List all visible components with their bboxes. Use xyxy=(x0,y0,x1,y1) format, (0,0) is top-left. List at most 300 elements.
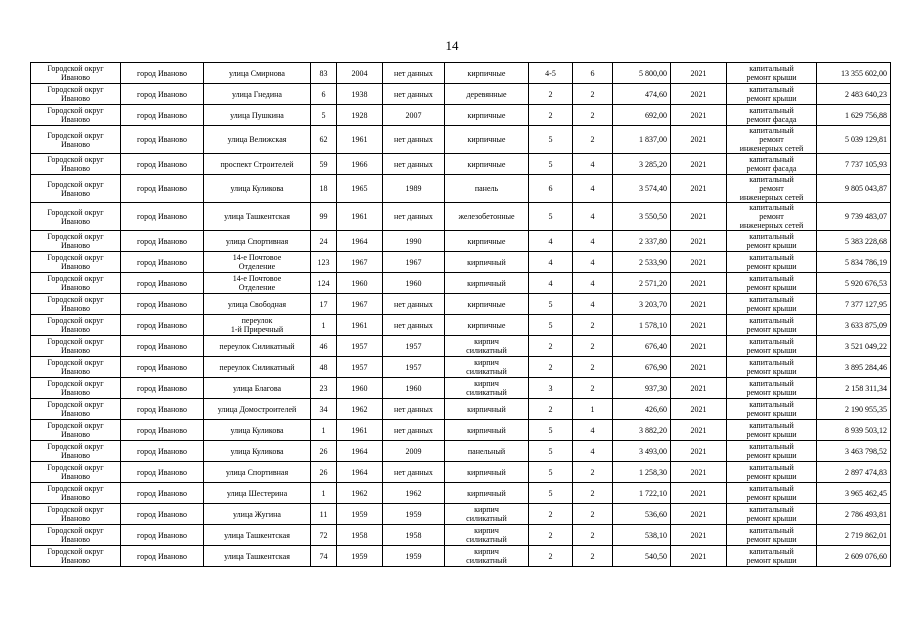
cell-entrances: 2 xyxy=(573,84,613,105)
table-row xyxy=(31,378,891,399)
cell-street: улица Гнедина xyxy=(204,84,311,105)
cell-repair-type: капитальный ремонт крыши xyxy=(727,294,817,315)
cell-repair-type: капитальный ремонт фасада xyxy=(727,105,817,126)
cell-wall-material: кирпичные xyxy=(445,105,529,126)
cell-repair-type: капитальный ремонт крыши xyxy=(727,441,817,462)
cell-floors: 5 xyxy=(529,154,573,175)
cell-floors: 5 xyxy=(529,462,573,483)
cell-wall-material: кирпичный xyxy=(445,273,529,294)
cell-repair-type: капитальный ремонт инженерных сетей xyxy=(727,175,817,203)
cell-area: 3 550,50 xyxy=(613,203,671,231)
cell-area: 2 533,90 xyxy=(613,252,671,273)
cell-cost: 7 377 127,95 xyxy=(817,294,891,315)
cell-repair-type: капитальный ремонт крыши xyxy=(727,273,817,294)
cell-street: улица Пушкина xyxy=(204,105,311,126)
cell-settlement: город Иваново xyxy=(121,441,204,462)
cell-area: 5 800,00 xyxy=(613,63,671,84)
cell-area: 1 722,10 xyxy=(613,483,671,504)
cell-entrances: 2 xyxy=(573,105,613,126)
cell-settlement: город Иваново xyxy=(121,378,204,399)
cell-year-built: 1966 xyxy=(337,154,383,175)
cell-house-number: 99 xyxy=(311,203,337,231)
cell-cost: 7 737 105,93 xyxy=(817,154,891,175)
cell-street: улица Велижская xyxy=(204,126,311,154)
cell-cost: 2 190 955,35 xyxy=(817,399,891,420)
cell-wall-material: кирпич силикатный xyxy=(445,504,529,525)
cell-year-planned: 2021 xyxy=(671,357,727,378)
cell-house-number: 124 xyxy=(311,273,337,294)
cell-street: переулок Силикатный xyxy=(204,336,311,357)
cell-year-planned: 2021 xyxy=(671,378,727,399)
cell-street: переулок 1-й Приречный xyxy=(204,315,311,336)
table-row xyxy=(31,294,891,315)
cell-wall-material: кирпичный xyxy=(445,483,529,504)
cell-street: 14-е Почтовое Отделение xyxy=(204,252,311,273)
cell-entrances: 4 xyxy=(573,441,613,462)
cell-area: 1 578,10 xyxy=(613,315,671,336)
cell-repair-type: капитальный ремонт крыши xyxy=(727,546,817,567)
cell-repair-type: капитальный ремонт крыши xyxy=(727,252,817,273)
cell-house-number: 11 xyxy=(311,504,337,525)
cell-floors: 5 xyxy=(529,203,573,231)
cell-year-planned: 2021 xyxy=(671,420,727,441)
cell-year-built: 1957 xyxy=(337,336,383,357)
cell-house-number: 24 xyxy=(311,231,337,252)
cell-house-number: 17 xyxy=(311,294,337,315)
table-row xyxy=(31,483,891,504)
page-number: 14 xyxy=(445,38,459,53)
table-row xyxy=(31,441,891,462)
cell-wall-material: кирпич силикатный xyxy=(445,336,529,357)
cell-house-number: 74 xyxy=(311,546,337,567)
cell-entrances: 2 xyxy=(573,546,613,567)
cell-year-renovated: нет данных xyxy=(383,63,445,84)
cell-area: 2 337,80 xyxy=(613,231,671,252)
cell-cost: 5 834 786,19 xyxy=(817,252,891,273)
cell-settlement: город Иваново xyxy=(121,336,204,357)
cell-settlement: город Иваново xyxy=(121,231,204,252)
cell-settlement: город Иваново xyxy=(121,294,204,315)
cell-settlement: город Иваново xyxy=(121,357,204,378)
cell-municipality: Городской округ Иваново xyxy=(31,105,121,126)
cell-municipality: Городской округ Иваново xyxy=(31,231,121,252)
cell-house-number: 123 xyxy=(311,252,337,273)
cell-entrances: 4 xyxy=(573,252,613,273)
table-row xyxy=(31,273,891,294)
table-row xyxy=(31,525,891,546)
cell-house-number: 59 xyxy=(311,154,337,175)
cell-floors: 5 xyxy=(529,294,573,315)
cell-year-planned: 2021 xyxy=(671,154,727,175)
table-row xyxy=(31,84,891,105)
cell-wall-material: кирпичный xyxy=(445,420,529,441)
cell-house-number: 46 xyxy=(311,336,337,357)
cell-municipality: Городской округ Иваново xyxy=(31,126,121,154)
cell-floors: 5 xyxy=(529,441,573,462)
housing-repair-table xyxy=(30,62,891,567)
cell-wall-material: кирпичные xyxy=(445,154,529,175)
cell-municipality: Городской округ Иваново xyxy=(31,336,121,357)
cell-year-planned: 2021 xyxy=(671,294,727,315)
cell-municipality: Городской округ Иваново xyxy=(31,175,121,203)
cell-area: 1 258,30 xyxy=(613,462,671,483)
cell-entrances: 4 xyxy=(573,231,613,252)
cell-repair-type: капитальный ремонт крыши xyxy=(727,231,817,252)
cell-repair-type: капитальный ремонт крыши xyxy=(727,84,817,105)
cell-repair-type: капитальный ремонт крыши xyxy=(727,336,817,357)
cell-entrances: 2 xyxy=(573,336,613,357)
cell-repair-type: капитальный ремонт крыши xyxy=(727,315,817,336)
cell-street: улица Ташкентская xyxy=(204,546,311,567)
cell-year-renovated: нет данных xyxy=(383,294,445,315)
table-row xyxy=(31,546,891,567)
table-row xyxy=(31,357,891,378)
cell-cost: 2 719 862,01 xyxy=(817,525,891,546)
cell-year-renovated: нет данных xyxy=(383,462,445,483)
cell-cost: 1 629 756,88 xyxy=(817,105,891,126)
cell-street: проспект Строителей xyxy=(204,154,311,175)
cell-year-planned: 2021 xyxy=(671,441,727,462)
cell-year-renovated: 1989 xyxy=(383,175,445,203)
cell-municipality: Городской округ Иваново xyxy=(31,378,121,399)
cell-settlement: город Иваново xyxy=(121,546,204,567)
cell-entrances: 4 xyxy=(573,175,613,203)
cell-floors: 5 xyxy=(529,483,573,504)
cell-cost: 5 383 228,68 xyxy=(817,231,891,252)
cell-municipality: Городской округ Иваново xyxy=(31,252,121,273)
cell-repair-type: капитальный ремонт фасада xyxy=(727,154,817,175)
cell-floors: 4 xyxy=(529,273,573,294)
cell-area: 676,90 xyxy=(613,357,671,378)
cell-cost: 3 521 049,22 xyxy=(817,336,891,357)
cell-year-renovated: нет данных xyxy=(383,315,445,336)
cell-year-renovated: нет данных xyxy=(383,420,445,441)
cell-year-planned: 2021 xyxy=(671,525,727,546)
cell-cost: 2 158 311,34 xyxy=(817,378,891,399)
cell-year-built: 1961 xyxy=(337,315,383,336)
table-row xyxy=(31,336,891,357)
cell-municipality: Городской округ Иваново xyxy=(31,462,121,483)
cell-municipality: Городской округ Иваново xyxy=(31,315,121,336)
cell-repair-type: капитальный ремонт крыши xyxy=(727,504,817,525)
cell-floors: 5 xyxy=(529,420,573,441)
cell-municipality: Городской округ Иваново xyxy=(31,504,121,525)
cell-house-number: 83 xyxy=(311,63,337,84)
cell-house-number: 26 xyxy=(311,462,337,483)
cell-year-built: 1964 xyxy=(337,231,383,252)
cell-street: улица Жугина xyxy=(204,504,311,525)
table-body xyxy=(31,63,891,567)
cell-year-built: 1928 xyxy=(337,105,383,126)
cell-area: 538,10 xyxy=(613,525,671,546)
cell-house-number: 34 xyxy=(311,399,337,420)
cell-year-renovated: 2007 xyxy=(383,105,445,126)
cell-settlement: город Иваново xyxy=(121,154,204,175)
cell-cost: 5 920 676,53 xyxy=(817,273,891,294)
cell-house-number: 26 xyxy=(311,441,337,462)
cell-floors: 2 xyxy=(529,357,573,378)
cell-cost: 3 895 284,46 xyxy=(817,357,891,378)
cell-year-built: 1962 xyxy=(337,483,383,504)
cell-settlement: город Иваново xyxy=(121,273,204,294)
cell-year-built: 1967 xyxy=(337,294,383,315)
cell-wall-material: панель xyxy=(445,175,529,203)
cell-entrances: 2 xyxy=(573,378,613,399)
cell-street: улица Куликова xyxy=(204,441,311,462)
cell-settlement: город Иваново xyxy=(121,252,204,273)
cell-entrances: 2 xyxy=(573,462,613,483)
cell-house-number: 72 xyxy=(311,525,337,546)
cell-wall-material: кирпичные xyxy=(445,63,529,84)
cell-year-renovated: 1958 xyxy=(383,525,445,546)
table-row xyxy=(31,231,891,252)
cell-street: улица Благова xyxy=(204,378,311,399)
cell-cost: 5 039 129,81 xyxy=(817,126,891,154)
cell-wall-material: кирпич силикатный xyxy=(445,525,529,546)
cell-floors: 4-5 xyxy=(529,63,573,84)
cell-wall-material: панельный xyxy=(445,441,529,462)
cell-municipality: Городской округ Иваново xyxy=(31,399,121,420)
cell-area: 426,60 xyxy=(613,399,671,420)
cell-floors: 2 xyxy=(529,525,573,546)
cell-municipality: Городской округ Иваново xyxy=(31,203,121,231)
table-row xyxy=(31,154,891,175)
cell-wall-material: кирпичные xyxy=(445,231,529,252)
cell-municipality: Городской округ Иваново xyxy=(31,441,121,462)
cell-year-renovated: 1957 xyxy=(383,357,445,378)
cell-year-planned: 2021 xyxy=(671,273,727,294)
cell-year-renovated: 1962 xyxy=(383,483,445,504)
cell-area: 3 493,00 xyxy=(613,441,671,462)
cell-entrances: 2 xyxy=(573,525,613,546)
cell-area: 3 574,40 xyxy=(613,175,671,203)
cell-municipality: Городской округ Иваново xyxy=(31,273,121,294)
cell-repair-type: капитальный ремонт крыши xyxy=(727,357,817,378)
cell-entrances: 2 xyxy=(573,126,613,154)
cell-wall-material: деревянные xyxy=(445,84,529,105)
cell-house-number: 1 xyxy=(311,420,337,441)
cell-street: улица Домостроителей xyxy=(204,399,311,420)
cell-settlement: город Иваново xyxy=(121,483,204,504)
cell-floors: 2 xyxy=(529,399,573,420)
cell-year-renovated: 1957 xyxy=(383,336,445,357)
cell-cost: 9 739 483,07 xyxy=(817,203,891,231)
cell-cost: 2 609 076,60 xyxy=(817,546,891,567)
table-row xyxy=(31,462,891,483)
cell-street: 14-е Почтовое Отделение xyxy=(204,273,311,294)
cell-settlement: город Иваново xyxy=(121,462,204,483)
cell-year-renovated: нет данных xyxy=(383,203,445,231)
cell-cost: 8 939 503,12 xyxy=(817,420,891,441)
table-row xyxy=(31,315,891,336)
cell-year-planned: 2021 xyxy=(671,315,727,336)
cell-year-renovated: нет данных xyxy=(383,84,445,105)
cell-wall-material: кирпичные xyxy=(445,315,529,336)
cell-street: улица Смирнова xyxy=(204,63,311,84)
cell-entrances: 2 xyxy=(573,504,613,525)
cell-year-planned: 2021 xyxy=(671,63,727,84)
cell-year-planned: 2021 xyxy=(671,252,727,273)
cell-area: 692,00 xyxy=(613,105,671,126)
cell-area: 3 203,70 xyxy=(613,294,671,315)
cell-entrances: 4 xyxy=(573,294,613,315)
cell-repair-type: капитальный ремонт крыши xyxy=(727,378,817,399)
cell-house-number: 48 xyxy=(311,357,337,378)
cell-entrances: 1 xyxy=(573,399,613,420)
table-row xyxy=(31,504,891,525)
cell-year-renovated: 1960 xyxy=(383,378,445,399)
cell-house-number: 18 xyxy=(311,175,337,203)
cell-year-renovated: нет данных xyxy=(383,399,445,420)
cell-wall-material: кирпичный xyxy=(445,399,529,420)
table-row xyxy=(31,252,891,273)
cell-street: переулок Силикатный xyxy=(204,357,311,378)
cell-year-built: 1967 xyxy=(337,252,383,273)
cell-municipality: Городской округ Иваново xyxy=(31,420,121,441)
cell-settlement: город Иваново xyxy=(121,126,204,154)
cell-municipality: Городской округ Иваново xyxy=(31,154,121,175)
cell-wall-material: кирпичные xyxy=(445,126,529,154)
cell-repair-type: капитальный ремонт крыши xyxy=(727,63,817,84)
cell-wall-material: кирпичный xyxy=(445,462,529,483)
cell-year-built: 1960 xyxy=(337,378,383,399)
cell-year-planned: 2021 xyxy=(671,105,727,126)
cell-year-planned: 2021 xyxy=(671,336,727,357)
cell-year-planned: 2021 xyxy=(671,546,727,567)
cell-area: 540,50 xyxy=(613,546,671,567)
cell-area: 1 837,00 xyxy=(613,126,671,154)
cell-floors: 2 xyxy=(529,504,573,525)
cell-settlement: город Иваново xyxy=(121,84,204,105)
cell-street: улица Куликова xyxy=(204,420,311,441)
cell-repair-type: капитальный ремонт крыши xyxy=(727,483,817,504)
table-row xyxy=(31,105,891,126)
cell-cost: 3 633 875,09 xyxy=(817,315,891,336)
cell-year-renovated: нет данных xyxy=(383,154,445,175)
cell-municipality: Городской округ Иваново xyxy=(31,525,121,546)
cell-municipality: Городской округ Иваново xyxy=(31,84,121,105)
cell-area: 3 882,20 xyxy=(613,420,671,441)
cell-street: улица Спортивная xyxy=(204,231,311,252)
cell-street: улица Куликова xyxy=(204,175,311,203)
cell-settlement: город Иваново xyxy=(121,175,204,203)
cell-house-number: 1 xyxy=(311,315,337,336)
cell-area: 937,30 xyxy=(613,378,671,399)
table-row xyxy=(31,126,891,154)
cell-year-built: 1957 xyxy=(337,357,383,378)
cell-area: 474,60 xyxy=(613,84,671,105)
cell-house-number: 5 xyxy=(311,105,337,126)
cell-area: 536,60 xyxy=(613,504,671,525)
cell-year-planned: 2021 xyxy=(671,203,727,231)
cell-settlement: город Иваново xyxy=(121,504,204,525)
cell-year-renovated: 1990 xyxy=(383,231,445,252)
cell-entrances: 2 xyxy=(573,483,613,504)
table-row xyxy=(31,420,891,441)
cell-repair-type: капитальный ремонт крыши xyxy=(727,525,817,546)
cell-cost: 2 786 493,81 xyxy=(817,504,891,525)
cell-year-built: 1961 xyxy=(337,203,383,231)
cell-cost: 13 355 602,00 xyxy=(817,63,891,84)
cell-entrances: 4 xyxy=(573,203,613,231)
cell-floors: 4 xyxy=(529,252,573,273)
cell-municipality: Городской округ Иваново xyxy=(31,483,121,504)
cell-street: улица Ташкентская xyxy=(204,525,311,546)
cell-municipality: Городской округ Иваново xyxy=(31,546,121,567)
cell-year-built: 2004 xyxy=(337,63,383,84)
cell-municipality: Городской округ Иваново xyxy=(31,294,121,315)
cell-floors: 6 xyxy=(529,175,573,203)
cell-year-built: 1965 xyxy=(337,175,383,203)
cell-cost: 2 897 474,83 xyxy=(817,462,891,483)
cell-entrances: 4 xyxy=(573,420,613,441)
cell-year-planned: 2021 xyxy=(671,483,727,504)
cell-year-renovated: 1959 xyxy=(383,504,445,525)
cell-house-number: 6 xyxy=(311,84,337,105)
table-row xyxy=(31,203,891,231)
cell-year-planned: 2021 xyxy=(671,84,727,105)
cell-year-renovated: 2009 xyxy=(383,441,445,462)
cell-wall-material: кирпич силикатный xyxy=(445,378,529,399)
cell-floors: 4 xyxy=(529,231,573,252)
cell-year-built: 1964 xyxy=(337,462,383,483)
cell-year-planned: 2021 xyxy=(671,231,727,252)
cell-wall-material: кирпичные xyxy=(445,294,529,315)
cell-year-built: 1960 xyxy=(337,273,383,294)
cell-street: улица Шестерина xyxy=(204,483,311,504)
cell-street: улица Свободная xyxy=(204,294,311,315)
cell-repair-type: капитальный ремонт крыши xyxy=(727,420,817,441)
cell-settlement: город Иваново xyxy=(121,399,204,420)
cell-year-built: 1964 xyxy=(337,441,383,462)
cell-year-built: 1962 xyxy=(337,399,383,420)
cell-cost: 3 965 462,45 xyxy=(817,483,891,504)
cell-entrances: 6 xyxy=(573,63,613,84)
cell-entrances: 2 xyxy=(573,315,613,336)
cell-year-built: 1961 xyxy=(337,126,383,154)
table-row xyxy=(31,63,891,84)
cell-year-planned: 2021 xyxy=(671,462,727,483)
cell-repair-type: капитальный ремонт крыши xyxy=(727,462,817,483)
cell-area: 2 571,20 xyxy=(613,273,671,294)
cell-house-number: 23 xyxy=(311,378,337,399)
cell-entrances: 4 xyxy=(573,273,613,294)
cell-year-built: 1961 xyxy=(337,420,383,441)
cell-house-number: 62 xyxy=(311,126,337,154)
cell-year-planned: 2021 xyxy=(671,175,727,203)
cell-cost: 9 805 043,87 xyxy=(817,175,891,203)
cell-wall-material: кирпичный xyxy=(445,252,529,273)
cell-year-built: 1959 xyxy=(337,546,383,567)
cell-wall-material: железобетонные xyxy=(445,203,529,231)
cell-year-built: 1958 xyxy=(337,525,383,546)
cell-repair-type: капитальный ремонт инженерных сетей xyxy=(727,203,817,231)
table-row xyxy=(31,175,891,203)
cell-street: улица Спортивная xyxy=(204,462,311,483)
cell-floors: 5 xyxy=(529,315,573,336)
cell-year-renovated: 1967 xyxy=(383,252,445,273)
cell-settlement: город Иваново xyxy=(121,63,204,84)
cell-year-built: 1938 xyxy=(337,84,383,105)
cell-floors: 2 xyxy=(529,105,573,126)
cell-area: 3 285,20 xyxy=(613,154,671,175)
cell-settlement: город Иваново xyxy=(121,420,204,441)
cell-entrances: 2 xyxy=(573,357,613,378)
cell-year-planned: 2021 xyxy=(671,399,727,420)
cell-settlement: город Иваново xyxy=(121,203,204,231)
cell-cost: 3 463 798,52 xyxy=(817,441,891,462)
cell-settlement: город Иваново xyxy=(121,525,204,546)
